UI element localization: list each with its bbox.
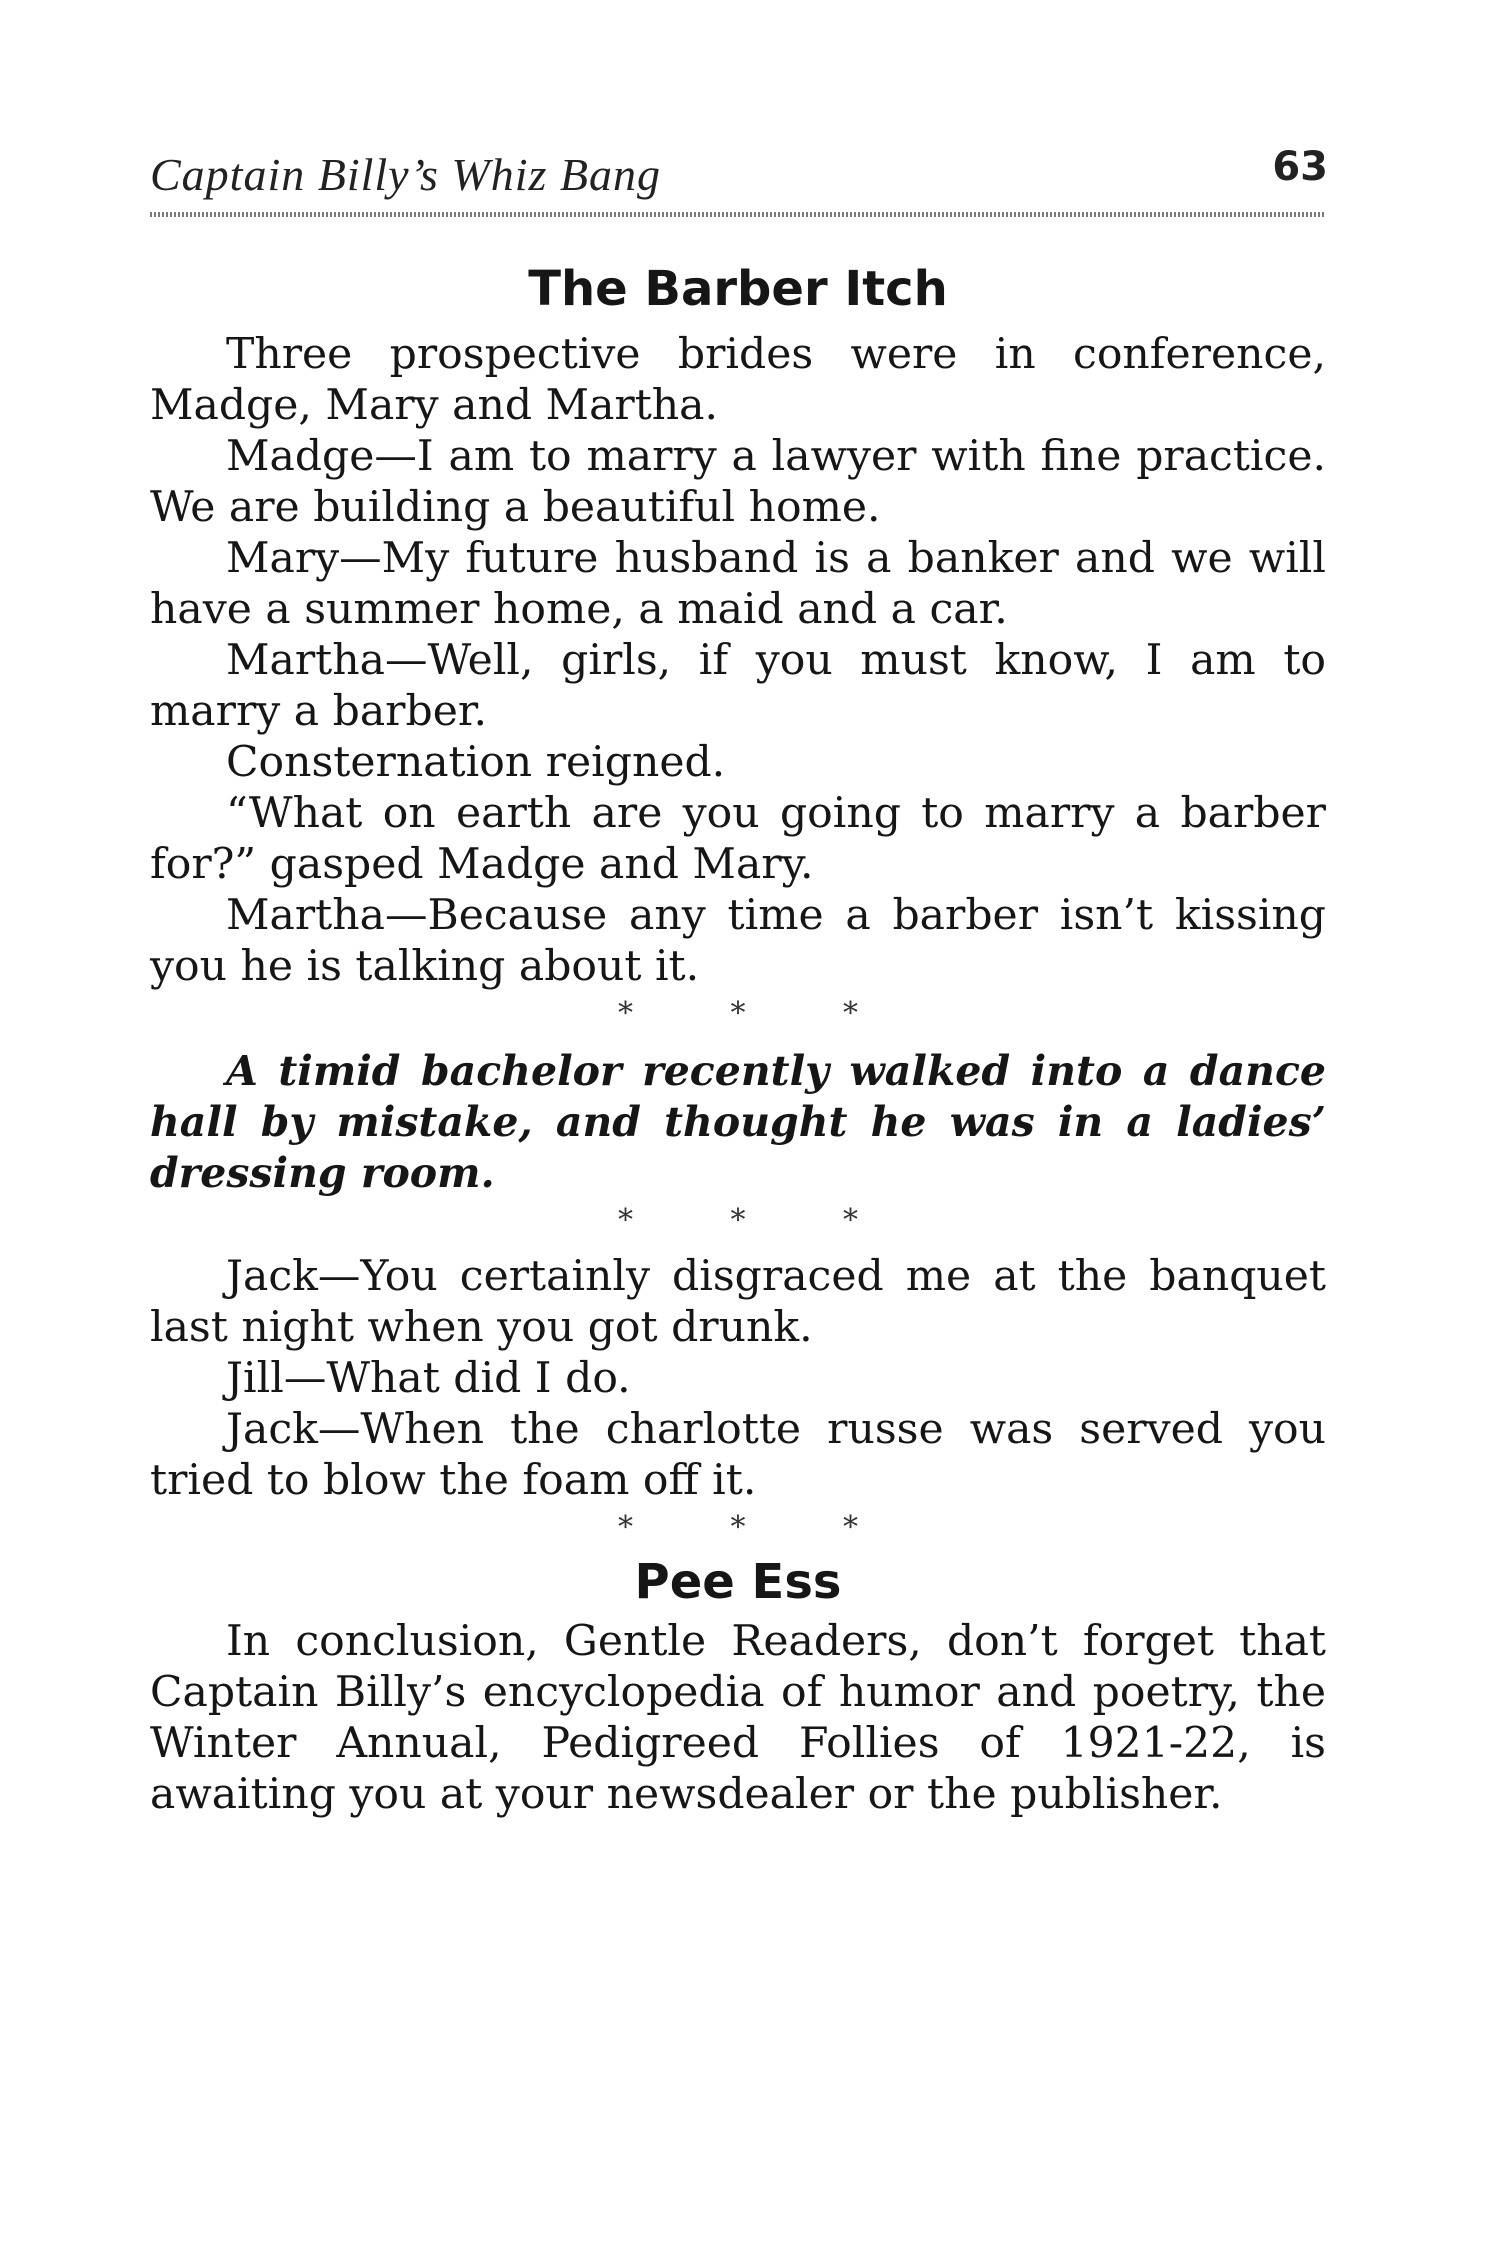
story-jack-jill	[150, 1251, 1326, 1506]
section-separator: * * *	[617, 1510, 903, 1545]
paragraph: Mary—My future husband is a banker and we will have a summer home, a maid and a car.	[150, 534, 1326, 634]
paragraph: Jack—When the charlotte russe was served you tried to blow the foam off it.	[150, 1405, 1326, 1505]
quip-paragraph: A timid bachelor recently walked into a dance hall by mistake, and thought he was in a ladies’ dressing room.	[150, 1047, 1326, 1197]
story-pee-ess	[150, 1552, 1326, 1820]
running-title: Captain Billy’s Whiz Bang	[150, 149, 661, 200]
paragraph: “What on earth are you going to marry a barber for?” gasped Madge and Mary.	[150, 789, 1326, 889]
paragraph: Madge—I am to marry a lawyer with fine practice. We are building a beautiful home.	[150, 432, 1326, 532]
paragraph: In conclusion, Gentle Readers, don’t forget that Captain Billy’s encyclopedia of humor and poetry, the Winter Annual, Pedigreed Follies of 1921-22, is awaiting you at your newsdealer or the publisher.	[150, 1617, 1326, 1819]
header-rule	[150, 212, 1326, 217]
paragraph: Martha—Well, girls, if you must know, I am to marry a barber.	[150, 636, 1326, 736]
story-barber-itch	[150, 259, 1326, 992]
page-header	[150, 140, 1326, 204]
story-title: The Barber Itch	[528, 261, 948, 317]
story-title: Pee Ess	[634, 1554, 842, 1610]
section-separator: * * *	[617, 1203, 903, 1238]
paragraph: Consternation reigned.	[226, 738, 726, 787]
paragraph: Jack—You certainly disgraced me at the banquet last night when you got drunk.	[150, 1252, 1326, 1352]
page-number: 63	[1272, 144, 1328, 190]
paragraph: Jill—What did I do.	[226, 1354, 631, 1403]
paragraph: Three prospective brides were in conference, Madge, Mary and Martha.	[150, 330, 1326, 430]
document-page	[150, 140, 1326, 1820]
paragraph: Martha—Because any time a barber isn’t kissing you he is talking about it.	[150, 891, 1326, 991]
section-separator: * * *	[617, 996, 903, 1031]
